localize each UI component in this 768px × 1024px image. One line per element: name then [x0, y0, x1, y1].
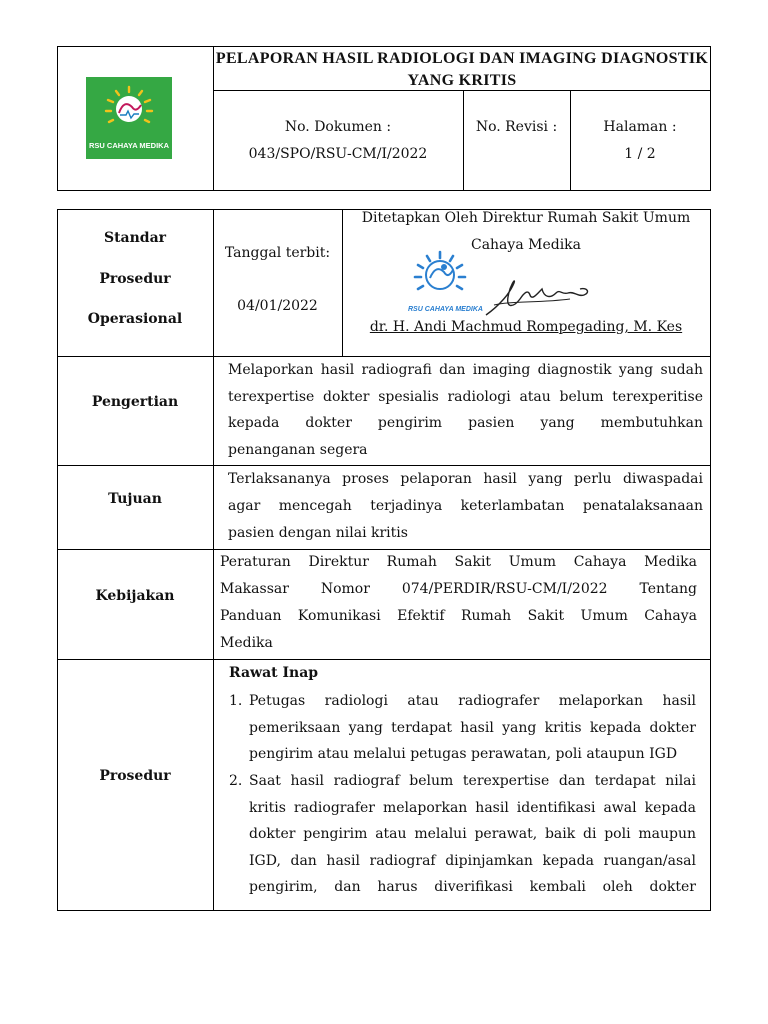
set-by-line-2: Cahaya Medika [470, 237, 582, 253]
sop-line-1: Standar [103, 230, 167, 246]
prosedur-label: Prosedur [99, 768, 171, 784]
prosedur-item-2-line: IGD, dan hasil radiograf dipinjamkan kepada ruangan/asal [249, 852, 696, 869]
sop-line-3: Operasional [87, 311, 183, 327]
title-line-1: PELAPORAN HASIL RADIOLOGI DAN IMAGING DIAGNOSTIK [215, 50, 709, 67]
kebijakan-line: Makassar Nomor 074/PERDIR/RSU-CM/I/2022 Tentang [220, 581, 697, 597]
pengertian-line: kepada dokter pengirim pasien yang membutuhkan [228, 415, 703, 431]
tujuan-label: Tujuan [108, 491, 162, 507]
sop-line-2: Prosedur [99, 270, 171, 287]
page-label: Halaman : [603, 119, 677, 135]
kebijakan-label: Kebijakan [95, 588, 175, 604]
pengertian-label: Pengertian [91, 394, 179, 410]
tujuan-line: Terlaksananya proses pelaporan hasil yang perlu diwaspadai [228, 471, 703, 487]
doc-number-value: 043/SPO/RSU-CM/I/2022 [248, 146, 428, 162]
issued-date: 04/01/2022 [237, 298, 318, 314]
prosedur-item-1-line: pengirim atau melalui petugas perawatan, poli ataupun IGD [249, 746, 678, 762]
prosedur-item-2-line: Saat hasil radiograf belum terexpertise dan terdapat nilai [249, 773, 696, 789]
sop-label [57, 218, 213, 340]
prosedur-subheading: Rawat Inap [229, 665, 319, 681]
tujuan-line: agar mencegah terjadinya keterlambatan penatalaksanaan [228, 498, 703, 514]
signatory-name: dr. H. Andi Machmud Rompegading, M. Kes [369, 319, 683, 335]
prosedur-item-2-line: kritis radiografer melaporkan hasil identifikasi awal kepada [249, 799, 696, 816]
sun-logo-icon [86, 77, 172, 137]
kebijakan-line: Peraturan Direktur Rumah Sakit Umum Cahaya Medika [220, 554, 697, 570]
pengertian-line: terexpertise dokter spesialis radiologi atau belum terexperitise [228, 388, 703, 405]
pengertian-line: penanganan segera [228, 441, 368, 458]
issued-label: Tanggal terbit: [224, 245, 331, 261]
prosedur-item-1-line: Petugas radiologi atau radiografer melaporkan hasil [249, 693, 696, 709]
tujuan-body [228, 466, 703, 547]
prosedur-item-2-number: 2. [229, 773, 243, 789]
doc-number-label: No. Dokumen : [284, 119, 392, 135]
prosedur-item-1 [249, 688, 696, 768]
revision-label: No. Revisi : [475, 119, 558, 135]
page-value: 1 / 2 [624, 146, 656, 162]
kebijakan-line: Medika [220, 635, 273, 651]
prosedur-item-1-line: pemeriksaan yang terdapat hasil yang kritis kepada dokter [249, 719, 696, 736]
prosedur-item-2-line: pengirim, dan harus diverifikasi kembali oleh dokter [249, 879, 696, 895]
pengertian-line: Melaporkan hasil radiografi dan imaging diagnostik yang sudah [228, 362, 703, 378]
prosedur-item-2-line: dokter pengirim atau melalui perawat, baik di poli maupun [249, 826, 696, 842]
title-line-2: YANG KRITIS [407, 72, 517, 89]
stamp-text: RSU CAHAYA MEDIKA [408, 306, 483, 313]
logo-text: RSU CAHAYA MEDIKA [88, 141, 169, 150]
kebijakan-line: Panduan Komunikasi Efektif Rumah Sakit Umum Cahaya [220, 608, 697, 624]
set-by-line-1: Ditetapkan Oleh Direktur Rumah Sakit Umum [361, 210, 691, 226]
tujuan-line: pasien dengan nilai kritis [228, 525, 408, 541]
prosedur-item-2 [249, 768, 696, 901]
prosedur-item-1-number: 1. [229, 693, 243, 709]
document-title [213, 48, 711, 92]
pengertian-body [228, 357, 703, 463]
kebijakan-body [220, 549, 697, 657]
hospital-logo [86, 77, 172, 159]
